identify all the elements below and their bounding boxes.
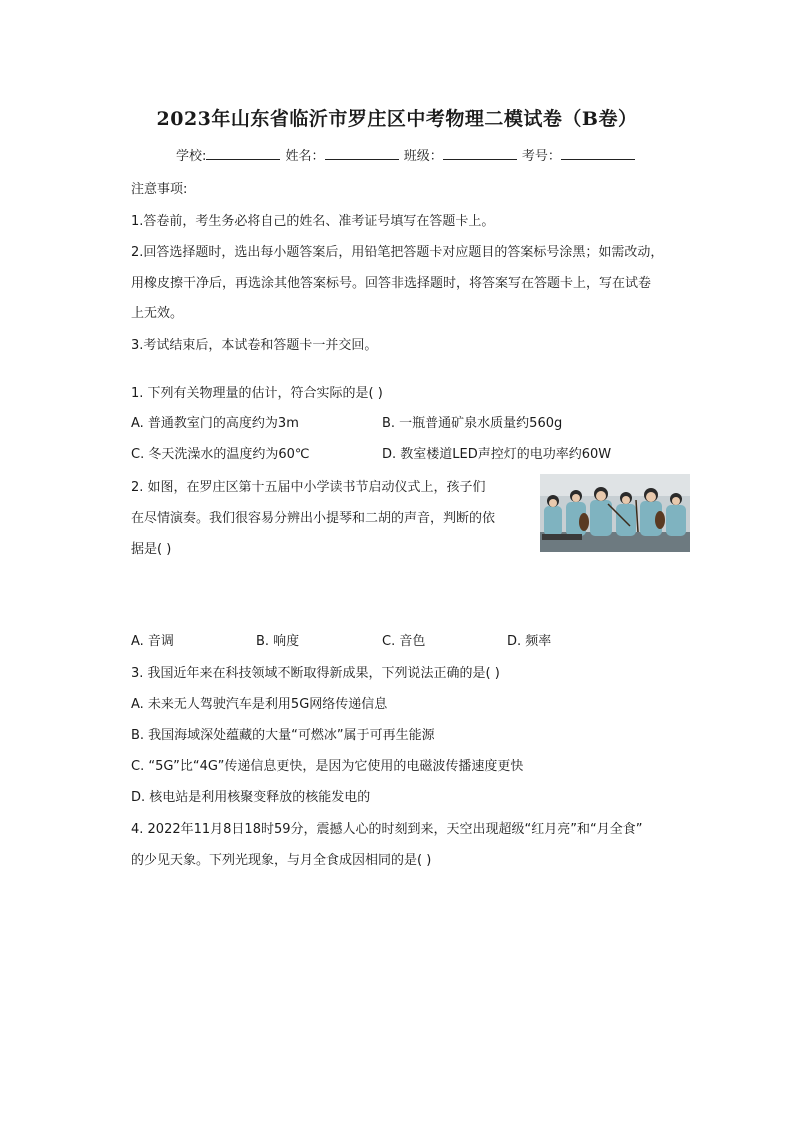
- orchestra-photo: [540, 474, 690, 552]
- q3-stem: 3. 我国近年来在科技领域不断取得新成果，下列说法正确的是( ): [131, 666, 500, 681]
- q2-stem-line-1: 2. 如图，在罗庄区第十五届中小学读书节启动仪式上，孩子们: [131, 480, 486, 495]
- class-label: 班级：: [403, 149, 443, 164]
- number-label: 考号：: [521, 149, 561, 164]
- class-blank[interactable]: [443, 147, 517, 160]
- q1-option-a: A. 普通教室门的高度约为3m: [131, 416, 299, 431]
- number-blank[interactable]: [561, 147, 635, 160]
- orchestra-photo-graphic: [540, 474, 690, 552]
- q2-option-c: C. 音色: [382, 634, 426, 649]
- notice-item-1: 1.答卷前，考生务必将自己的姓名、准考证号填写在答题卡上。: [131, 214, 495, 229]
- notice-item-2-line-1: 2.回答选择题时，选出每小题答案后，用铅笔把答题卡对应题目的答案标号涂黑；如需改动，: [131, 245, 664, 260]
- q3-option-a: A. 未来无人驾驶汽车是利用5G网络传递信息: [131, 697, 388, 712]
- notice-heading: 注意事项:: [131, 182, 188, 197]
- q1-option-c: C. 冬天洗澡水的温度约为60℃: [131, 447, 310, 462]
- name-label: 姓名：: [285, 149, 325, 164]
- q3-option-b: B. 我国海域深处蕴藏的大量“可燃冰”属于可再生能源: [131, 728, 435, 743]
- q2-stem-line-3: 据是( ): [131, 542, 172, 557]
- q4-stem-line-1: 4. 2022年11月8日18时59分，震撼人心的时刻到来，天空出现超级“红月亮”和“月全食”: [131, 822, 643, 837]
- school-label: 学校:: [176, 149, 207, 164]
- q4-stem-line-2: 的少见天象。下列光现象，与月全食成因相同的是( ): [131, 853, 432, 868]
- q1-option-d: D. 教室楼道LED声控灯的电功率约60W: [382, 447, 612, 462]
- q2-option-b: B. 响度: [256, 634, 300, 649]
- q1-stem: 1. 下列有关物理量的估计，符合实际的是( ): [131, 386, 383, 401]
- page-title: 2023年山东省临沂市罗庄区中考物理二模试卷（B卷）: [156, 108, 638, 130]
- notice-item-3: 3.考试结束后，本试卷和答题卡一并交回。: [131, 338, 378, 353]
- q3-option-d: D. 核电站是利用核聚变释放的核能发电的: [131, 790, 371, 805]
- name-blank[interactable]: [325, 147, 399, 160]
- notice-item-2-line-3: 上无效。: [131, 306, 184, 321]
- q1-option-b: B. 一瓶普通矿泉水质量约560g: [382, 416, 563, 431]
- q2-option-a: A. 音调: [131, 634, 174, 649]
- school-blank[interactable]: [206, 147, 280, 160]
- q3-option-c: C. “5G”比“4G”传递信息更快，是因为它使用的电磁波传播速度更快: [131, 759, 524, 774]
- q2-stem-line-2: 在尽情演奏。我们很容易分辨出小提琴和二胡的声音，判断的依: [131, 511, 496, 526]
- notice-item-2-line-2: 用橡皮擦干净后，再选涂其他答案标号。回答非选择题时，将答案写在答题卡上，写在试卷: [131, 276, 652, 291]
- student-info-row: [176, 145, 636, 164]
- q2-option-d: D. 频率: [507, 634, 552, 649]
